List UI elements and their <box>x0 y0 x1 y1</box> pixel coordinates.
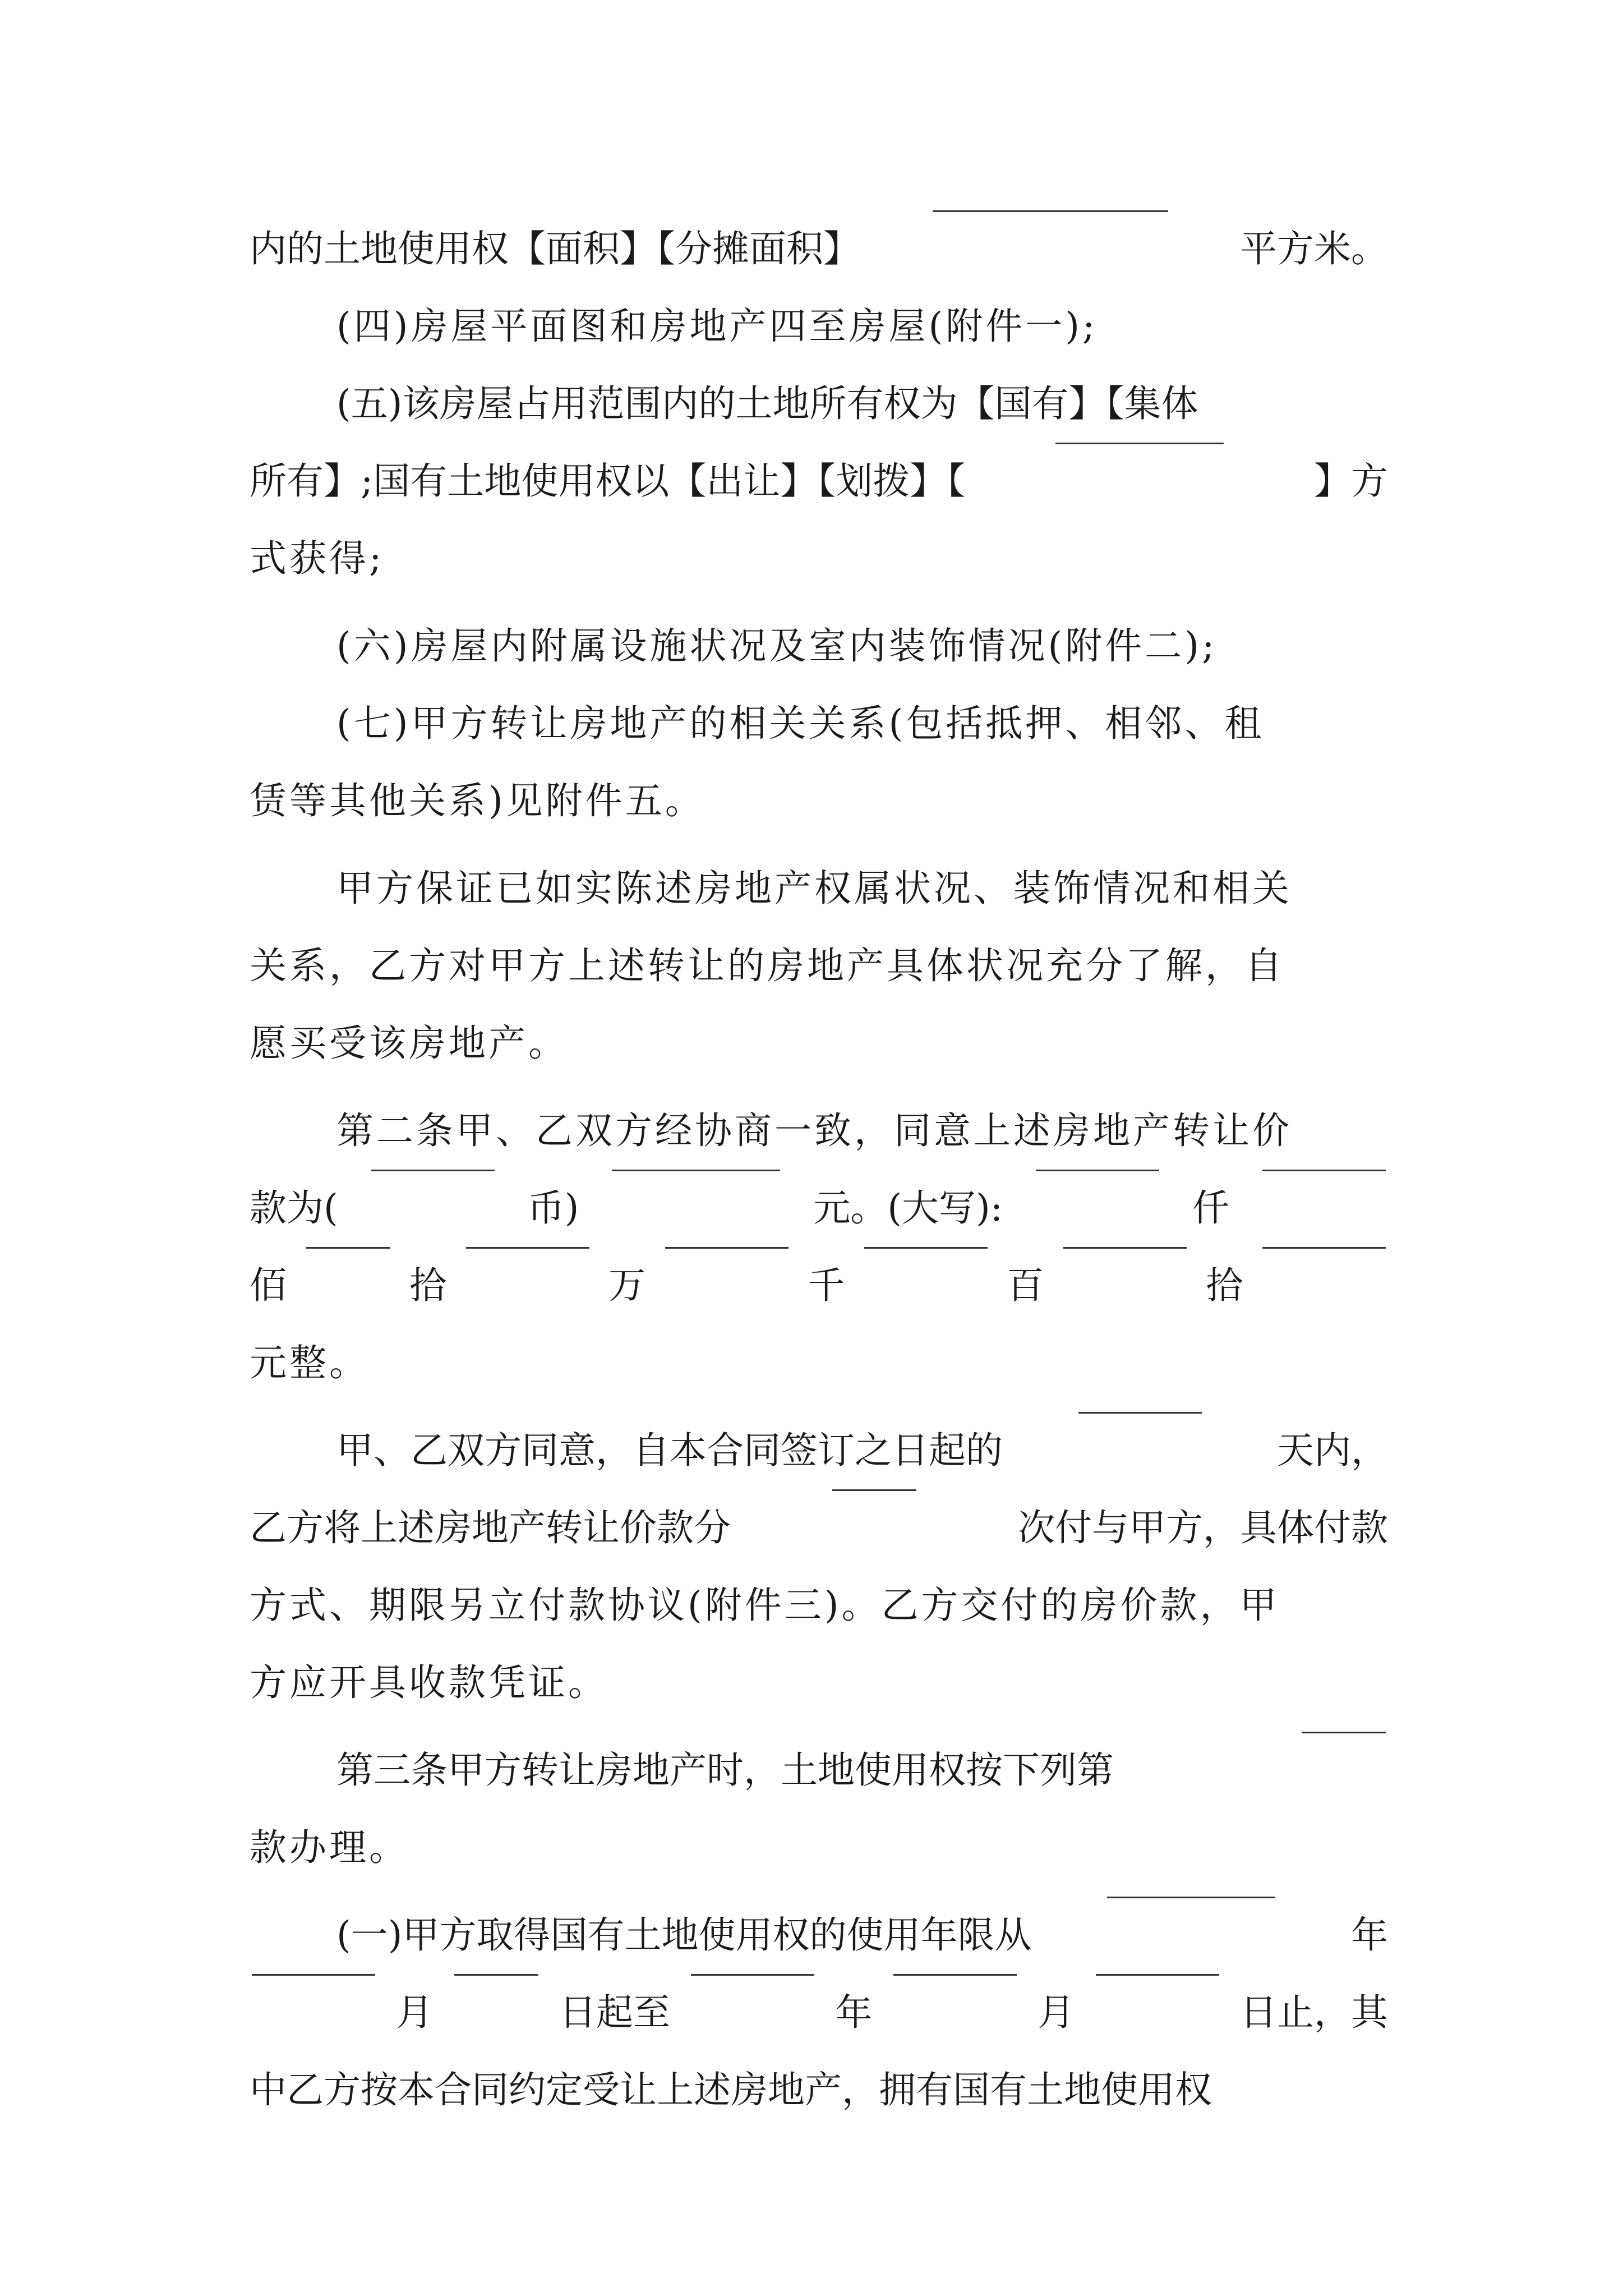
text-segment: 币) <box>527 1186 579 1230</box>
text-line <box>250 1809 1388 1887</box>
fill-in-blank[interactable] <box>371 1170 495 1171</box>
fill-in-blank[interactable] <box>1036 1170 1159 1171</box>
text-line <box>250 608 1388 685</box>
text-segment: 年 <box>835 1991 873 2034</box>
text-line <box>250 1324 1388 1402</box>
text-segment: 日止，其 <box>1239 1991 1388 2034</box>
text-line <box>250 1897 1388 1974</box>
fill-in-blank[interactable] <box>893 1974 1017 1976</box>
fill-in-blank[interactable] <box>466 1247 589 1249</box>
text-segment: 拾 <box>409 1264 447 1307</box>
text-line <box>250 1567 1388 1644</box>
fill-in-blank[interactable] <box>1262 1247 1386 1249</box>
text-line <box>250 520 1388 597</box>
text-segment: 元。(大写): <box>813 1186 1003 1230</box>
fill-in-blank[interactable] <box>1078 1412 1202 1414</box>
text-line <box>250 1247 1388 1324</box>
fill-in-blank[interactable] <box>933 210 1168 212</box>
text-segment: 】方 <box>1314 459 1388 503</box>
fill-in-blank[interactable] <box>252 1974 375 1976</box>
text-line <box>250 1005 1388 1082</box>
text-segment: 方式、期限另立付款协议(附件三)。乙方交付的房价款，甲 <box>250 1584 1280 1627</box>
fill-in-blank[interactable] <box>1262 1170 1386 1171</box>
fill-in-blank[interactable] <box>1096 1974 1219 1976</box>
text-segment: 年 <box>1351 1913 1388 1957</box>
text-line <box>250 1092 1388 1170</box>
text-line <box>250 365 1388 443</box>
fill-in-blank[interactable] <box>1107 1897 1275 1898</box>
text-segment: 内的土地使用权【面积】【分摊面积】 <box>250 227 860 270</box>
text-segment: 拾 <box>1206 1264 1243 1307</box>
text-line <box>250 1732 1388 1809</box>
text-segment: (五)该房屋占用范围内的土地所有权为【国有】【集体 <box>336 382 1198 425</box>
text-segment: 平方米。 <box>1240 227 1388 270</box>
text-segment: 所有】;国有土地使用权以【出让】【划拨】【 <box>250 459 966 503</box>
text-segment: 方应开具收款凭证。 <box>250 1661 608 1704</box>
text-line <box>250 210 1388 288</box>
text-line <box>250 762 1388 840</box>
text-line <box>250 1412 1388 1489</box>
text-line <box>250 850 1388 927</box>
text-line <box>250 443 1388 520</box>
text-segment: (七)甲方转让房地产的相关关系(包括抵押、相邻、租 <box>336 702 1265 745</box>
fill-in-blank[interactable] <box>1063 1247 1187 1249</box>
fill-in-blank[interactable] <box>306 1247 390 1249</box>
text-segment: 式获得; <box>250 537 385 580</box>
fill-in-blank[interactable] <box>612 1170 780 1171</box>
text-line <box>250 1489 1388 1567</box>
text-segment: 日起至 <box>559 1991 670 2034</box>
text-segment: (四)房屋平面图和房地产四至房屋(附件一); <box>336 305 1098 348</box>
text-line <box>250 685 1388 762</box>
text-segment: 天内， <box>1277 1429 1388 1472</box>
text-segment: 月 <box>396 1991 434 2034</box>
text-segment: 月 <box>1038 1991 1075 2034</box>
text-segment: 中乙方按本合同约定受让上述房地产，拥有国有土地使用权 <box>250 2068 1212 2111</box>
text-segment: 第三条甲方转让房地产时，土地使用权按下列第 <box>336 1749 1114 1792</box>
text-segment: 百 <box>1007 1264 1044 1307</box>
text-segment: 赁等其他关系)见附件五。 <box>250 779 705 822</box>
text-segment: (六)房屋内附属设施状况及室内装饰情况(附件二); <box>336 624 1218 668</box>
text-segment: (一)甲方取得国有土地使用权的使用年限从 <box>336 1913 1032 1957</box>
text-line <box>250 1974 1388 2051</box>
text-segment: 佰 <box>250 1264 287 1307</box>
text-segment: 万 <box>608 1264 646 1307</box>
text-segment: 千 <box>808 1264 845 1307</box>
fill-in-blank[interactable] <box>454 1974 538 1976</box>
fill-in-blank[interactable] <box>1055 443 1224 444</box>
text-segment: 次付与甲方，具体付款 <box>1018 1506 1388 1549</box>
text-line <box>250 2051 1388 2129</box>
text-segment: 甲、乙双方同意，自本合同签订之日起的 <box>336 1429 1003 1472</box>
document-body <box>250 210 1388 2129</box>
text-line <box>250 288 1388 365</box>
text-segment: 乙方将上述房地产转让价款分 <box>250 1506 731 1549</box>
fill-in-blank[interactable] <box>832 1489 916 1491</box>
fill-in-blank[interactable] <box>864 1247 988 1249</box>
text-segment: 关系，乙方对甲方上述转让的房地产具体状况充分了解，自 <box>250 944 1285 987</box>
text-segment: 第二条甲、乙双方经协商一致，同意上述房地产转让价 <box>336 1109 1292 1152</box>
text-segment: 款办理。 <box>250 1826 409 1869</box>
text-segment: 元整。 <box>250 1341 369 1384</box>
text-segment: 款为( <box>250 1186 338 1230</box>
fill-in-blank[interactable] <box>665 1247 789 1249</box>
text-line <box>250 1644 1388 1722</box>
fill-in-blank[interactable] <box>691 1974 814 1976</box>
fill-in-blank[interactable] <box>1302 1732 1386 1733</box>
text-line <box>250 1170 1388 1247</box>
text-segment: 愿买受该房地产。 <box>250 1022 568 1065</box>
text-line <box>250 927 1388 1005</box>
text-segment: 仟 <box>1192 1186 1229 1230</box>
text-segment: 甲方保证已如实陈述房地产权属状况、装饰情况和相关 <box>336 867 1292 910</box>
